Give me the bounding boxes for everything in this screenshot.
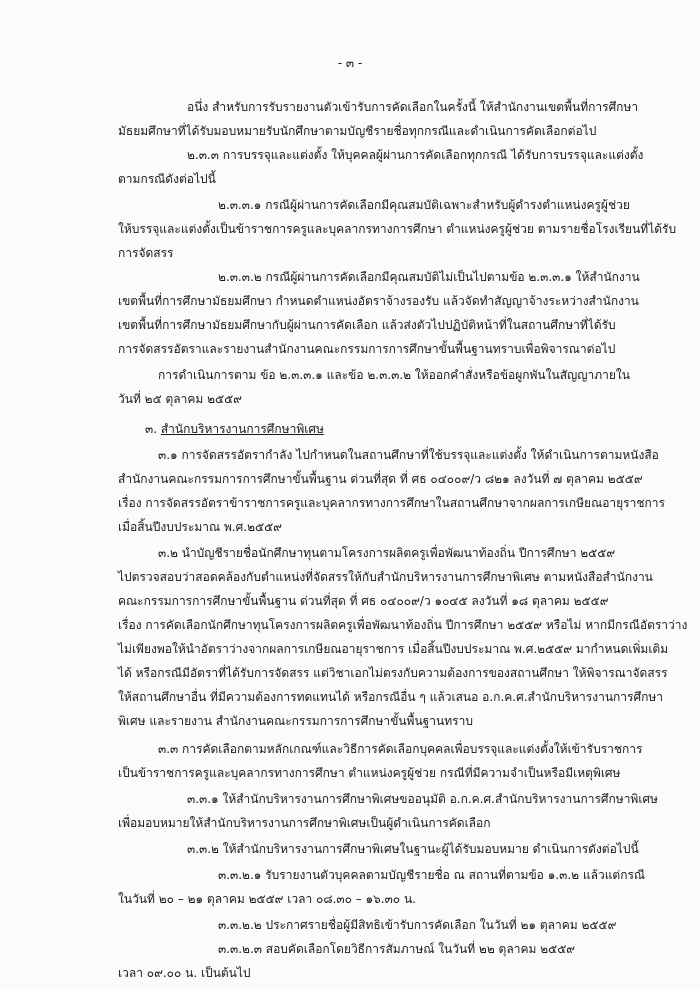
para-line: ๒.๓.๓ การบรรจุและแต่งตั้ง ให้บุคคลผู้ผ่านการคัดเลือกทุกกรณี ได้รับการบรรจุและแต่งตั้ง xyxy=(187,148,644,162)
section-title: สำนักบริหารงานการศึกษาพิเศษ xyxy=(160,422,324,436)
para-line: วันที่ ๒๕ ตุลาคม ๒๕๕๙ xyxy=(118,392,242,406)
para-line: การดำเนินการตาม ข้อ ๒.๓.๓.๑ และข้อ ๒.๓.๓.๒ ให้ออกคำสั่งหรือข้อผูกพันในสัญญาภายใน xyxy=(158,368,630,382)
para-line: ๓.๓.๒.๓ สอบคัดเลือกโดยวิธีการสัมภาษณ์ ในวันที่ ๒๒ ตุลาคม ๒๕๕๙ xyxy=(218,942,576,956)
para-line: ให้บรรจุและแต่งตั้งเป็นข้าราชการครูและบุคลากรทางการศึกษา ตำแหน่งครูผู้ช่วย ตามรายชื่อโรงเรียนที่ได้รับ xyxy=(118,222,677,236)
para-line: สำนักงานคณะกรรมการการศึกษาขั้นพื้นฐาน ด่วนที่สุด ที่ ศธ ๐๔๐๐๙/ว ๘๒๑ ลงวันที่ ๗ ตุลาคม ๒๕๕๙ xyxy=(118,472,643,486)
page-number: - ๓ - xyxy=(337,56,363,70)
para-line: ๓.๓.๑ ให้สำนักบริหารงานการศึกษาพิเศษขออนุมัติ อ.ก.ค.ศ.สำนักบริหารงานการศึกษาพิเศษ xyxy=(187,792,658,806)
para-line: ๒.๓.๓.๒ กรณีผู้ผ่านการคัดเลือกมีคุณสมบัติไม่เป็นไปตามข้อ ๒.๓.๓.๑ ให้สำนักงาน xyxy=(218,270,640,284)
para-line: เป็นข้าราชการครูและบุคลากรทางการศึกษา ตำแหน่งครูผู้ช่วย กรณีที่มีความจำเป็นหรือมีเหตุพิเศษ xyxy=(118,766,621,780)
para-line: เพื่อมอบหมายให้สำนักบริหารงานการศึกษาพิเศษเป็นผู้ดำเนินการคัดเลือก xyxy=(118,816,491,830)
para-line: มัธยมศึกษาที่ได้รับมอบหมายรับนักศึกษาตามบัญชีรายชื่อทุกกรณีและดำเนินการคัดเลือกต่อไป xyxy=(118,124,597,138)
para-line: ในวันที่ ๒๐ – ๒๑ ตุลาคม ๒๕๕๙ เวลา ๐๘.๓๐ – ๑๖.๓๐ น. xyxy=(118,892,416,906)
para-line: ๓.๓.๒.๒ ประกาศรายชื่อผู้มีสิทธิเข้ารับการคัดเลือก ในวันที่ ๒๑ ตุลาคม ๒๕๕๙ xyxy=(218,918,617,932)
para-line: เขตพื้นที่การศึกษามัธยมศึกษากับผู้ผ่านการคัดเลือก แล้วส่งตัวไปปฏิบัติหน้าที่ในสถานศึกษาที่ได้รับ xyxy=(118,318,616,332)
para-line: ได้ หรือกรณีมีอัตราที่ได้รับการจัดสรร แต่วิชาเอกไม่ตรงกับความต้องการของสถานศึกษา ให้พิจารณาจัดสรร xyxy=(118,666,668,680)
para-line: ไม่เพียงพอให้นำอัตราว่างจากผลการเกษียณอายุราชการ เมื่อสิ้นปีงบประมาณ พ.ศ.๒๕๕๙ มากำหนดเพิ่มเติม xyxy=(118,642,669,656)
para-line: เรื่อง การจัดสรรอัตราข้าราชการครูและบุคลากรทางการศึกษาในสถานศึกษาจากผลการเกษียณอายุราชการ xyxy=(118,496,665,510)
para-line: ให้สถานศึกษาอื่น ที่มีความต้องการทดแทนได้ หรือกรณีอื่น ๆ แล้วเสนอ อ.ก.ค.ศ.สำนักบริหารงานการศึกษา xyxy=(118,690,664,704)
para-line: การจัดสรรอัตราและรายงานสำนักงานคณะกรรมการการศึกษาขั้นพื้นฐานทราบเพื่อพิจารณาต่อไป xyxy=(118,342,616,356)
para-line: ๓.๓.๒.๑ รับรายงานตัวบุคคลตามบัญชีรายชื่อ ณ สถานที่ตามข้อ ๑.๓.๒ แล้วแต่กรณี xyxy=(218,868,646,882)
para-line: ไปตรวจสอบว่าสอดคล้องกับตำแหน่งที่จัดสรรให้กับสำนักบริหารงานการศึกษาพิเศษ ตามหนังสือสำนักงาน xyxy=(118,570,653,584)
para-line: ๒.๓.๓.๑ กรณีผู้ผ่านการคัดเลือกมีคุณสมบัติเฉพาะสำหรับผู้ดำรงตำแหน่งครูผู้ช่วย xyxy=(218,198,630,212)
para-line: ๓.๓ การคัดเลือกตามหลักเกณฑ์และวิธีการคัดเลือกบุคคลเพื่อบรรจุและแต่งตั้งให้เข้ารับราชการ xyxy=(158,742,643,756)
para-line: คณะกรรมการการศึกษาขั้นพื้นฐาน ด่วนที่สุด ที่ ศธ ๐๔๐๐๙/ว ๑๐๔๕ ลงวันที่ ๑๘ ตุลาคม ๒๕๕๙ xyxy=(118,594,609,608)
para-line: เวลา ๐๙.๐๐ น. เป็นต้นไป xyxy=(118,966,251,980)
para-line: ๓.๒ นำบัญชีรายชื่อนักศึกษาทุนตามโครงการผลิตครูเพื่อพัฒนาท้องถิ่น ปีการศึกษา ๒๕๕๙ xyxy=(158,546,616,560)
para-line: เรื่อง การคัดเลือกนักศึกษาทุนโครงการผลิตครูเพื่อพัฒนาท้องถิ่น ปีการศึกษา ๒๕๕๙ หรือไม่ หากมีกรณีอัตราว่าง xyxy=(118,618,688,632)
para-line: ๓.๑ การจัดสรรอัตรากำลัง ไปกำหนดในสถานศึกษาที่ใช้บรรจุและแต่งตั้ง ให้ดำเนินการตามหนังสือ xyxy=(158,448,659,462)
para-line: พิเศษ และรายงาน สำนักงานคณะกรรมการการศึกษาขั้นพื้นฐานทราบ xyxy=(118,714,473,728)
section-heading xyxy=(145,420,324,438)
section-number: ๓. xyxy=(145,422,161,436)
para-line: เมื่อสิ้นปีงบประมาณ พ.ศ.๒๕๕๙ xyxy=(118,520,282,534)
para-line: ตามกรณีดังต่อไปนี้ xyxy=(118,172,216,186)
para-line: อนึ่ง สำหรับการรับรายงานตัวเข้ารับการคัดเลือกในครั้งนี้ ให้สำนักงานเขตพื้นที่การศึกษา xyxy=(187,100,639,114)
para-line: การจัดสรร xyxy=(118,246,174,260)
para-line: เขตพื้นที่การศึกษามัธยมศึกษา กำหนดตำแหน่งอัตราจ้างรองรับ แล้วจัดทำสัญญาจ้างระหว่างสำนักงาน xyxy=(118,294,639,308)
para-line: ๓.๓.๒ ให้สำนักบริหารงานการศึกษาพิเศษในฐานะผู้ได้รับมอบหมาย ดำเนินการดังต่อไปนี้ xyxy=(187,842,639,856)
